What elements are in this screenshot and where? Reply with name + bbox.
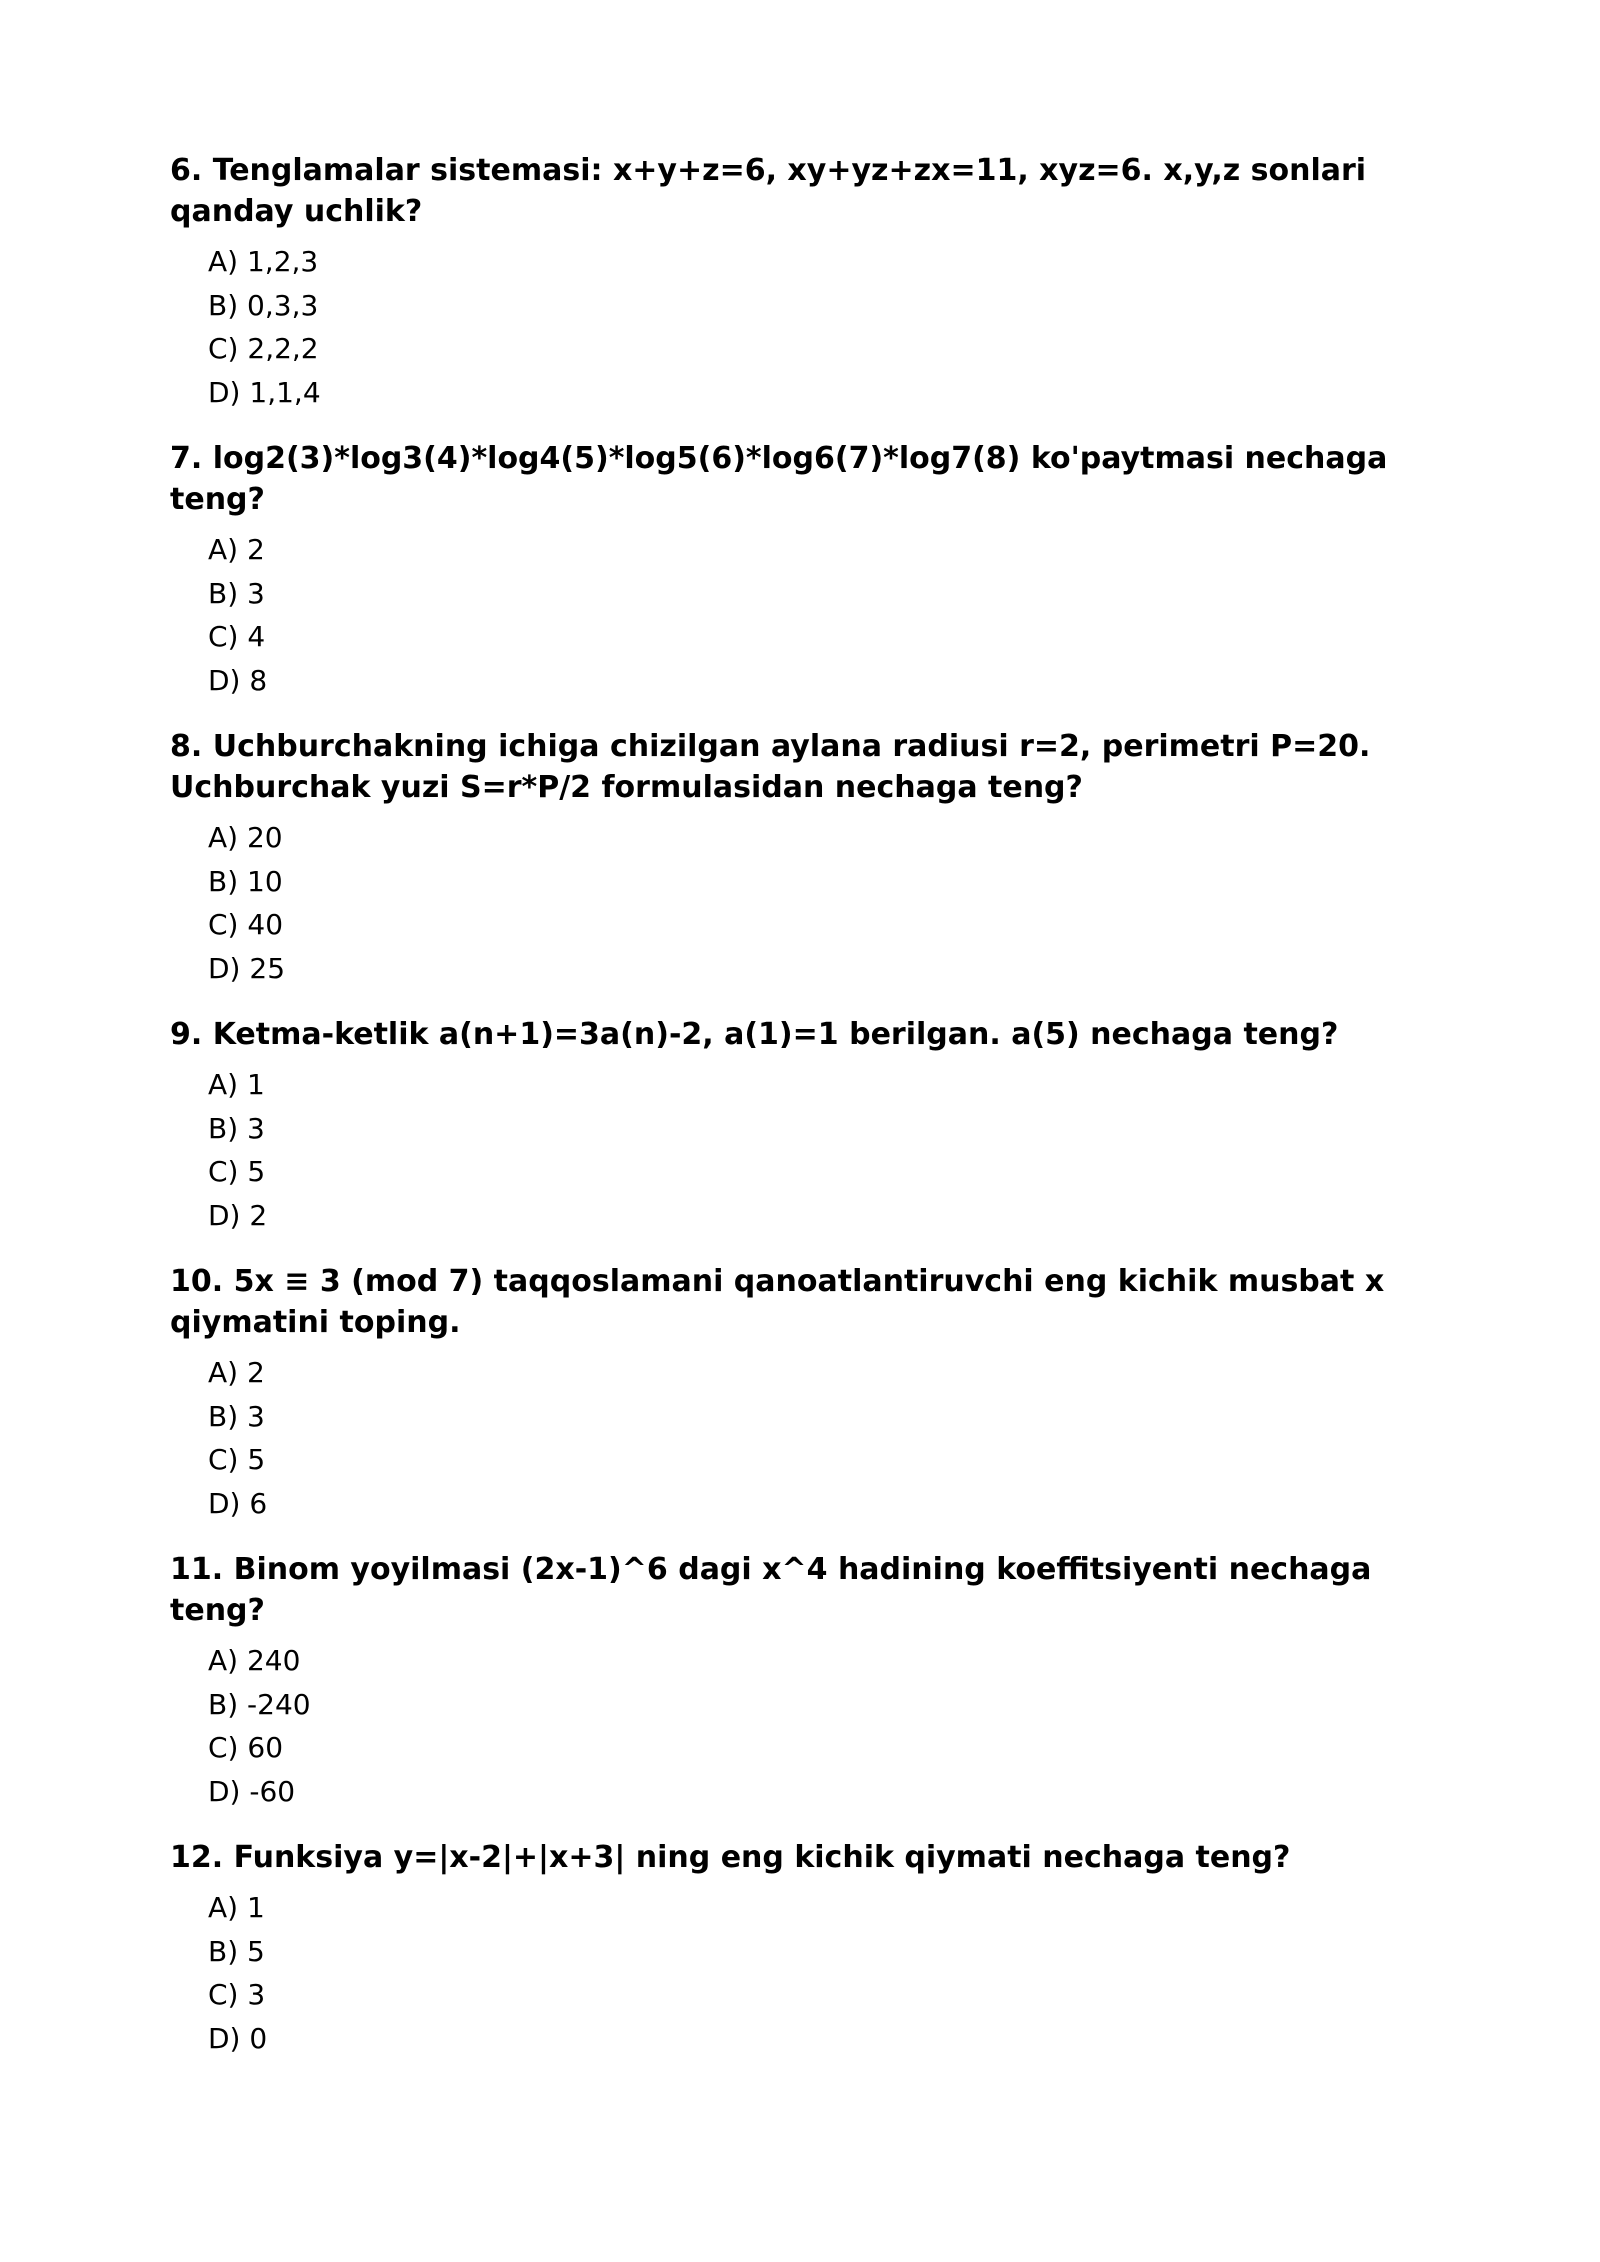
option-c: C) 40 bbox=[208, 908, 284, 941]
option-a: A) 2 bbox=[208, 1356, 265, 1389]
question-10 bbox=[170, 1261, 1410, 1525]
question-12 bbox=[170, 1837, 1410, 2060]
question-text: 11. Binom yoyilmasi (2x-1)^6 dagi x^4 hadining koeffitsiyenti nechaga teng? bbox=[170, 1552, 1372, 1628]
option-d: D) 0 bbox=[208, 2021, 268, 2055]
question-text: 12. Funksiya y=|x-2|+|x+3| ning eng kichik qiymati nechaga teng? bbox=[170, 1840, 1291, 1875]
option-c: C) 4 bbox=[208, 620, 266, 653]
question-text: 9. Ketma-ketlik a(n+1)=3a(n)-2, a(1)=1 berilgan. a(5) nechaga teng? bbox=[170, 1017, 1339, 1052]
document-page bbox=[170, 150, 1410, 2084]
option-c: C) 2,2,2 bbox=[208, 332, 319, 365]
question-11 bbox=[170, 1549, 1410, 1813]
option-b: B) 3 bbox=[208, 1111, 265, 1145]
option-d: D) 2 bbox=[208, 1198, 268, 1232]
option-b: B) 10 bbox=[208, 864, 283, 898]
option-d: D) 6 bbox=[208, 1486, 268, 1520]
question-9 bbox=[170, 1014, 1410, 1237]
option-b: B) 3 bbox=[208, 576, 265, 610]
option-c: C) 3 bbox=[208, 1978, 266, 2011]
question-6 bbox=[170, 150, 1410, 414]
option-d: D) 1,1,4 bbox=[208, 375, 321, 409]
option-d: D) 25 bbox=[208, 951, 286, 985]
question-7 bbox=[170, 438, 1410, 702]
option-d: D) 8 bbox=[208, 663, 268, 697]
option-b: B) 3 bbox=[208, 1399, 265, 1433]
option-b: B) -240 bbox=[208, 1687, 311, 1721]
option-b: B) 0,3,3 bbox=[208, 288, 319, 322]
option-d: D) -60 bbox=[208, 1774, 296, 1808]
question-text: 7. log2(3)*log3(4)*log4(5)*log5(6)*log6(7)*log7(8) ko'paytmasi nechaga teng? bbox=[170, 441, 1388, 517]
option-a: A) 2 bbox=[208, 533, 265, 566]
option-a: A) 20 bbox=[208, 821, 283, 854]
question-text: 10. 5x ≡ 3 (mod 7) taqqoslamani qanoatlantiruvchi eng kichik musbat x qiymatini toping. bbox=[170, 1264, 1385, 1340]
option-a: A) 240 bbox=[208, 1644, 301, 1677]
question-text: 8. Uchburchakning ichiga chizilgan aylana radiusi r=2, perimetri P=20. Uchburchak yuzi S=r*P/2 formulasidan nechaga teng? bbox=[170, 729, 1371, 805]
option-a: A) 1 bbox=[208, 1891, 265, 1924]
option-c: C) 5 bbox=[208, 1443, 266, 1476]
option-a: A) 1 bbox=[208, 1068, 265, 1101]
question-8 bbox=[170, 726, 1410, 990]
option-c: C) 5 bbox=[208, 1155, 266, 1188]
option-c: C) 60 bbox=[208, 1731, 284, 1764]
question-text: 6. Tenglamalar sistemasi: x+y+z=6, xy+yz+zx=11, xyz=6. x,y,z sonlari qanday uchlik? bbox=[170, 153, 1367, 229]
option-a: A) 1,2,3 bbox=[208, 245, 319, 278]
option-b: B) 5 bbox=[208, 1934, 265, 1968]
